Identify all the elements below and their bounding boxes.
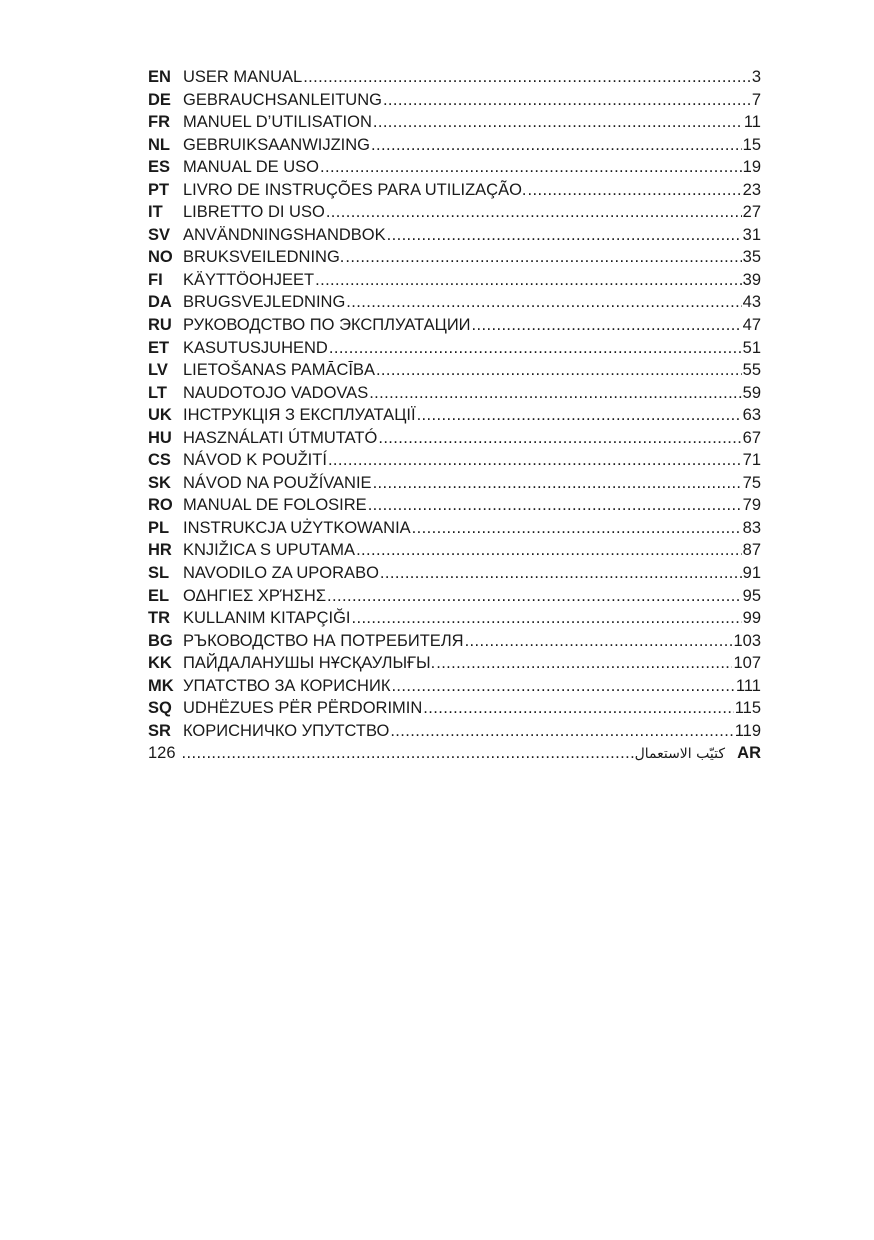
page-number: 95 bbox=[742, 586, 761, 605]
language-code: ES bbox=[148, 158, 171, 177]
page-number: 71 bbox=[742, 451, 761, 470]
toc-entry-arabic bbox=[148, 742, 761, 765]
toc-entry bbox=[148, 246, 761, 269]
manual-title: NÁVOD NA POUŽÍVANIE bbox=[183, 473, 372, 492]
manual-title: NAUDOTOJO VADOVAS bbox=[183, 383, 369, 402]
dot-leader bbox=[436, 652, 732, 675]
dot-leader bbox=[376, 359, 742, 382]
manual-title: GEBRUIKSAANWIJZING bbox=[183, 135, 371, 154]
manual-title: MANUAL DE FOLOSIRE bbox=[183, 496, 367, 515]
manual-title: ANVÄNDNINGSHANDBOK bbox=[183, 225, 386, 244]
page-number: 111 bbox=[735, 676, 761, 695]
dot-leader bbox=[417, 404, 742, 427]
language-code: BG bbox=[148, 631, 173, 650]
language-code: AR bbox=[737, 744, 761, 763]
toc-entry bbox=[148, 585, 761, 608]
dot-leader bbox=[368, 494, 742, 517]
page-number: 126 bbox=[148, 744, 176, 763]
toc-entry bbox=[148, 224, 761, 247]
language-code: SV bbox=[148, 225, 171, 244]
toc-entry bbox=[148, 472, 761, 495]
dot-leader bbox=[326, 201, 742, 224]
dot-leader bbox=[465, 630, 733, 653]
dot-leader bbox=[345, 246, 741, 269]
dot-leader bbox=[303, 66, 751, 89]
manual-title: MANUAL DE USO bbox=[183, 158, 319, 177]
dot-leader bbox=[328, 449, 742, 472]
dot-leader bbox=[423, 697, 733, 720]
toc-entry bbox=[148, 359, 761, 382]
toc-entry bbox=[148, 697, 761, 720]
manual-title: GEBRAUCHSANLEITUNG bbox=[183, 90, 382, 109]
language-code: PT bbox=[148, 180, 170, 199]
language-code: SQ bbox=[148, 699, 172, 718]
toc-entry bbox=[148, 427, 761, 450]
manual-title: HASZNÁLATI ÚTMUTATÓ bbox=[183, 428, 378, 447]
language-code: IT bbox=[148, 203, 163, 222]
manual-title: LIBRETTO DI USO bbox=[183, 203, 325, 222]
manual-title: KASUTUSJUHEND bbox=[183, 338, 328, 357]
language-code: SK bbox=[148, 473, 171, 492]
page-number: 79 bbox=[742, 496, 761, 515]
page-number: 23 bbox=[742, 180, 761, 199]
dot-leader bbox=[391, 675, 734, 698]
toc-entry bbox=[148, 179, 761, 202]
manual-title: UDHËZUES PËR PËRDORIMIN bbox=[183, 699, 423, 718]
language-code: HR bbox=[148, 541, 172, 560]
language-code: HU bbox=[148, 428, 172, 447]
page-number: 75 bbox=[742, 473, 761, 492]
manual-title: كتيّب الاستعمال bbox=[634, 746, 725, 763]
dot-leader bbox=[371, 134, 742, 157]
toc-entry bbox=[148, 562, 761, 585]
page-number: 7 bbox=[751, 90, 761, 109]
page-number: 91 bbox=[742, 564, 761, 583]
manual-title: РЪКОВОДСТВО НА ПОТРЕБИТЕЛЯ bbox=[183, 631, 464, 650]
page-number: 59 bbox=[742, 383, 761, 402]
language-code: LV bbox=[148, 361, 168, 380]
toc-entry bbox=[148, 291, 761, 314]
dot-leader bbox=[472, 314, 742, 337]
language-code: UK bbox=[148, 406, 172, 425]
toc-entry bbox=[148, 404, 761, 427]
page-number: 99 bbox=[742, 609, 761, 628]
dot-leader bbox=[369, 382, 741, 405]
dot-leader bbox=[528, 179, 742, 202]
dot-leader bbox=[373, 111, 743, 134]
dot-leader bbox=[378, 427, 741, 450]
page-number: 119 bbox=[734, 721, 761, 740]
toc-entry bbox=[148, 539, 761, 562]
page-number: 11 bbox=[743, 113, 761, 132]
toc-entry bbox=[148, 607, 761, 630]
page-number: 31 bbox=[742, 225, 761, 244]
page-number: 55 bbox=[742, 361, 761, 380]
toc-entry bbox=[148, 652, 761, 675]
toc-entry bbox=[148, 269, 761, 292]
manual-title: BRUKSVEILEDNING. bbox=[183, 248, 345, 267]
manual-title: USER MANUAL bbox=[183, 68, 303, 86]
toc-entry bbox=[148, 494, 761, 517]
page-number: 115 bbox=[734, 699, 761, 718]
dot-leader bbox=[351, 607, 741, 630]
language-code: DE bbox=[148, 90, 171, 109]
page-number: 107 bbox=[733, 654, 761, 673]
dot-leader bbox=[315, 269, 742, 292]
manual-title: INSTRUKCJA UŻYTKOWANIA bbox=[183, 518, 411, 537]
toc-entry bbox=[148, 156, 761, 179]
manual-title: КОРИСНИЧКО УПУТСТВО bbox=[183, 721, 390, 740]
language-code: ET bbox=[148, 338, 170, 357]
page-number: 43 bbox=[742, 293, 761, 312]
dot-leader bbox=[327, 585, 742, 608]
toc-entry bbox=[148, 449, 761, 472]
toc-entry bbox=[148, 382, 761, 405]
language-code: RO bbox=[148, 496, 173, 515]
language-code: EL bbox=[148, 586, 170, 605]
manual-title: ПАЙДАЛАНУШЫ НҰСҚАУЛЫҒЫ. bbox=[183, 654, 436, 673]
dot-leader bbox=[320, 156, 742, 179]
dot-leader bbox=[390, 720, 733, 743]
language-code: EN bbox=[148, 68, 171, 86]
page-number: 103 bbox=[733, 631, 761, 650]
dot-leader bbox=[356, 539, 742, 562]
manual-title: KULLANIM KITAPÇIĞI bbox=[183, 609, 351, 628]
page-number: 63 bbox=[742, 406, 761, 425]
toc-entry bbox=[148, 630, 761, 653]
language-code: LT bbox=[148, 383, 167, 402]
toc-entry bbox=[148, 517, 761, 540]
page-number: 87 bbox=[742, 541, 761, 560]
manual-title: ІНСТРУКЦІЯ З ЕКСПЛУАТАЦІЇ bbox=[183, 406, 416, 425]
language-code: PL bbox=[148, 518, 170, 537]
toc-entry bbox=[148, 89, 761, 112]
page-number: 47 bbox=[742, 316, 761, 335]
dot-leader bbox=[387, 224, 742, 247]
language-code: MK bbox=[148, 676, 174, 695]
language-code: SL bbox=[148, 564, 170, 583]
toc-entry bbox=[148, 337, 761, 360]
dot-leader bbox=[346, 291, 741, 314]
table-of-contents bbox=[148, 66, 761, 765]
language-code: SR bbox=[148, 721, 171, 740]
dot-leader bbox=[383, 89, 751, 112]
language-code: NL bbox=[148, 135, 170, 154]
toc-entry bbox=[148, 134, 761, 157]
language-code: RU bbox=[148, 316, 172, 335]
page-number: 15 bbox=[742, 135, 761, 154]
manual-title: LIETOŠANAS PAMĀCĪBA bbox=[183, 361, 375, 380]
manual-title: MANUEL D’UTILISATION bbox=[183, 113, 372, 132]
language-code: TR bbox=[148, 609, 170, 628]
dot-leader bbox=[182, 742, 634, 765]
manual-title: УПАТСТВО ЗА КОРИСНИК bbox=[183, 676, 391, 695]
dot-leader bbox=[329, 337, 742, 360]
manual-title: LIVRO DE INSTRUÇÕES PARA UTILIZAÇÃO. bbox=[183, 180, 527, 199]
page-number: 35 bbox=[742, 248, 761, 267]
manual-title: РУКОВОДСТВО ПО ЭКСПЛУАТАЦИИ bbox=[183, 316, 471, 335]
toc-entry bbox=[148, 66, 761, 89]
language-code: NO bbox=[148, 248, 173, 267]
page-number: 3 bbox=[751, 68, 761, 86]
page-number: 51 bbox=[742, 338, 761, 357]
page-number: 39 bbox=[742, 270, 761, 289]
manual-title: NÁVOD K POUŽITÍ bbox=[183, 451, 327, 470]
page-number: 19 bbox=[742, 158, 761, 177]
toc-entry bbox=[148, 675, 761, 698]
toc-entry bbox=[148, 111, 761, 134]
manual-title: KÄYTTÖOHJEET bbox=[183, 270, 315, 289]
language-code: CS bbox=[148, 451, 171, 470]
manual-title: BRUGSVEJLEDNING bbox=[183, 293, 346, 312]
manual-title: ΟΔΗΓΙΕΣ ΧΡΉΣΗΣ bbox=[183, 586, 327, 605]
dot-leader bbox=[373, 472, 742, 495]
manual-title: NAVODILO ZA UPORABO bbox=[183, 564, 379, 583]
language-code: DA bbox=[148, 293, 172, 312]
language-code: FR bbox=[148, 113, 170, 132]
toc-entry bbox=[148, 201, 761, 224]
dot-leader bbox=[412, 517, 742, 540]
toc-entry bbox=[148, 314, 761, 337]
page-number: 67 bbox=[742, 428, 761, 447]
manual-title: KNJIŽICA S UPUTAMA bbox=[183, 541, 356, 560]
toc-entry bbox=[148, 720, 761, 743]
page-number: 27 bbox=[742, 203, 761, 222]
language-code: KK bbox=[148, 654, 172, 673]
page-number: 83 bbox=[742, 518, 761, 537]
dot-leader bbox=[380, 562, 742, 585]
language-code: FI bbox=[148, 270, 163, 289]
